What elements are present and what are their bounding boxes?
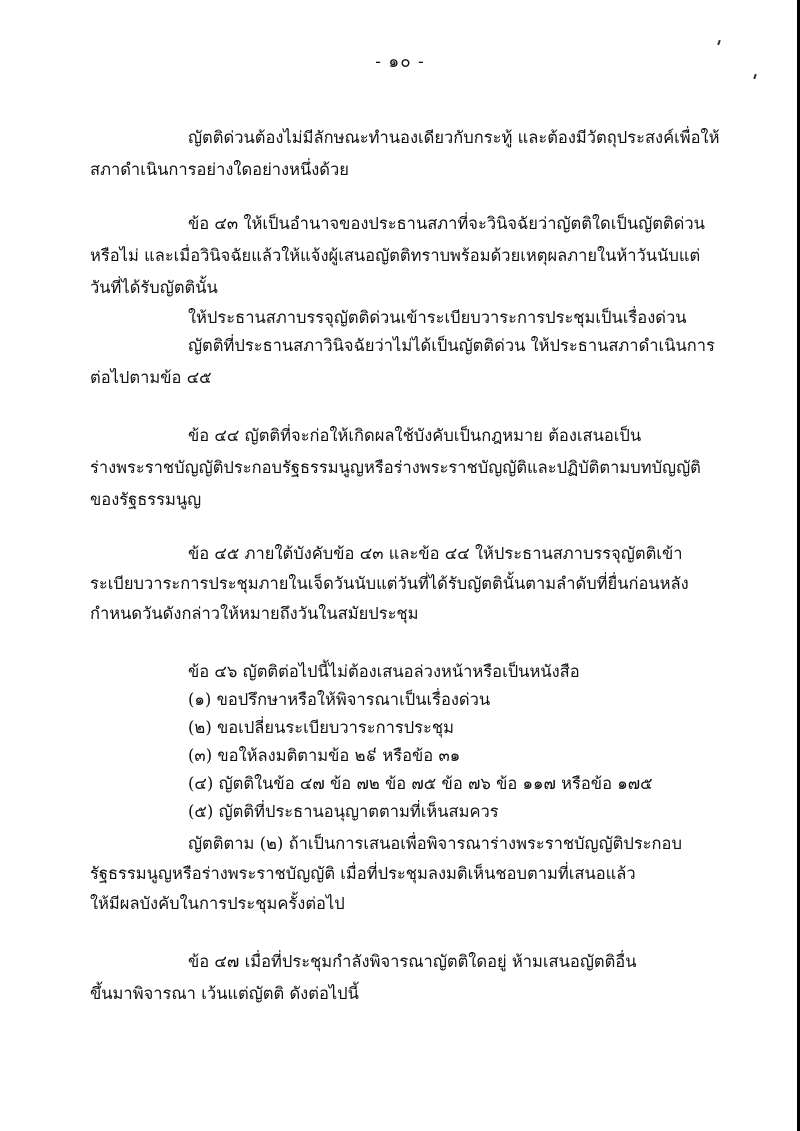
text-line: ญัตติด่วนต้องไม่มีลักษณะทำนองเดียวกับกระทู้ และต้องมีวัตถุประสงค์เพื่อให้ [188, 128, 720, 147]
section-44-heading: ข้อ ๔๔ ญัตติที่จะก่อให้เกิดผลใช้บังคับเป็นกฎหมาย ต้องเสนอเป็น [188, 426, 642, 445]
section-47-heading: ข้อ ๔๗ เมื่อที่ประชุมกำลังพิจารณาญัตติใดอยู่ ห้ามเสนอญัตติอื่น [188, 952, 637, 971]
page-number: - ๑๐ - [375, 52, 425, 72]
text-line: หรือไม่ และเมื่อวินิจฉัยแล้วให้แจ้งผู้เสนอญัตติทราบพร้อมด้วยเหตุผลภายในห้าวันนับแต่ [90, 246, 701, 265]
text-line: ร่างพระราชบัญญัติประกอบรัฐธรรมนูญหรือร่างพระราชบัญญัติและปฏิบัติตามบทบัญญัติ [90, 458, 701, 477]
text-line: สภาดำเนินการอย่างใดอย่างหนึ่งด้วย [90, 160, 349, 179]
text-line: ขึ้นมาพิจารณา เว้นแต่ญัตติ ดังต่อไปนี้ [90, 984, 359, 1003]
text-line: ให้ประธานสภาบรรจุญัตติด่วนเข้าระเบียบวาระการประชุมเป็นเรื่องด่วน [188, 308, 687, 327]
text-line: ญัตติที่ประธานสภาวินิจฉัยว่าไม่ได้เป็นญัตติด่วน ให้ประธานสภาดำเนินการ [188, 336, 715, 355]
text-line: กำหนดวันดังกล่าวให้หมายถึงวันในสมัยประชุม [90, 604, 419, 623]
scan-speck [717, 40, 721, 45]
list-item: (๔) ญัตติในข้อ ๔๗ ข้อ ๗๒ ข้อ ๗๕ ข้อ ๗๖ ข้อ ๑๑๗ หรือข้อ ๑๗๕ [188, 774, 653, 793]
section-43-heading: ข้อ ๔๓ ให้เป็นอำนาจของประธานสภาที่จะวินิจฉัยว่าญัตติใดเป็นญัตติด่วน [188, 214, 705, 233]
text-line: วันที่ได้รับญัตตินั้น [90, 278, 218, 297]
text-line: ญัตติตาม (๒) ถ้าเป็นการเสนอเพื่อพิจารณาร่างพระราชบัญญัติประกอบ [188, 834, 682, 853]
list-item: (๓) ขอให้ลงมติตามข้อ ๒៩ หรือข้อ ๓๑ [188, 746, 461, 765]
text-line: ของรัฐธรรมนูญ [90, 490, 202, 509]
list-item: (๑) ขอปรึกษาหรือให้พิจารณาเป็นเรื่องด่วน [188, 690, 491, 709]
list-item: (๕) ญัตติที่ประธานอนุญาตตามที่เห็นสมควร [188, 802, 499, 821]
list-item: (๒) ขอเปลี่ยนระเบียบวาระการประชุม [188, 718, 454, 737]
section-46-heading: ข้อ ๔๖ ญัตติต่อไปนี้ไม่ต้องเสนอล่วงหน้าหรือเป็นหนังสือ [188, 662, 580, 681]
text-line: ต่อไปตามข้อ ๔๕ [90, 368, 212, 387]
text-line: ให้มีผลบังคับในการประชุมครั้งต่อไป [90, 894, 345, 913]
section-45-heading: ข้อ ๔๕ ภายใต้บังคับข้อ ๔๓ และข้อ ๔๔ ให้ประธานสภาบรรจุญัตติเข้า [188, 544, 683, 563]
text-line: รัฐธรรมนูญหรือร่างพระราชบัญญัติ เมื่อที่ประชุมลงมติเห็นชอบตามที่เสนอแล้ว [90, 864, 636, 883]
text-line: ระเบียบวาระการประชุมภายในเจ็ดวันนับแต่วันที่ได้รับญัตตินั้นตามลำดับที่ยื่นก่อนหลัง [90, 574, 689, 593]
